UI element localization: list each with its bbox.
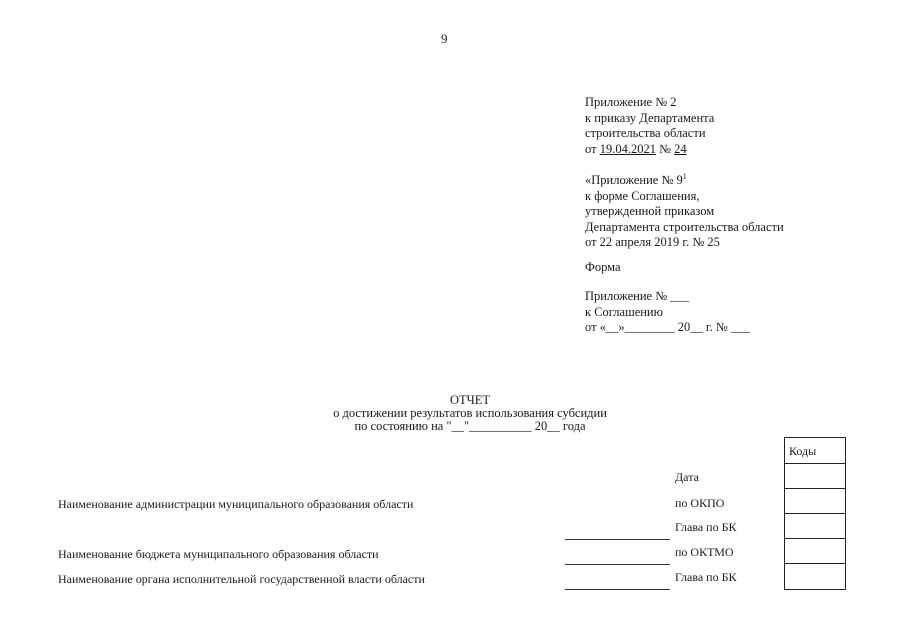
agreement-line3: от «__»________ 20__ г. № ___: [585, 320, 750, 334]
report-subtitle: о достижении результатов использования субсидии: [333, 406, 607, 420]
agreement-line2: к Соглашению: [585, 304, 663, 319]
agreement-block: [585, 289, 750, 336]
code-cell-date: [785, 464, 845, 489]
report-title: ОТЧЕТ: [449, 393, 491, 407]
code-cell-oktmo: [785, 539, 845, 564]
agreement-line1: Приложение № ___: [585, 289, 690, 303]
code-cell-glava-bk-2: [785, 564, 845, 589]
form-label: Форма: [585, 260, 621, 274]
report-date-line: по состоянию на "__"__________ 20__ года: [354, 419, 586, 433]
appendix-line4: [585, 142, 714, 158]
appendix-date-prefix: от: [585, 141, 600, 156]
appendix9-line3: утвержденной приказом: [585, 204, 715, 219]
admin-name-label: Наименование администрации муниципального образования области: [58, 497, 414, 511]
appendix-line1: Приложение № 2: [585, 95, 677, 109]
appendix-line3: строительства области: [585, 126, 706, 140]
appendix9-sup: 1: [682, 172, 687, 181]
appendix9-line5: от 22 апреля 2019 г. № 25: [585, 235, 720, 250]
appendix9-line2: к форме Соглашения,: [585, 188, 700, 203]
appendix9-block: [585, 169, 784, 251]
appendix9-title: «Приложение № 9: [585, 173, 683, 188]
appendix-block: [585, 95, 714, 157]
okpo-label: по ОКПО: [675, 496, 725, 510]
codes-header: Коды: [785, 438, 845, 464]
glava-bk-label-1: Глава по БК: [675, 520, 737, 534]
blank-line-3: [565, 589, 670, 590]
appendix9-line4: Департамента строительства области: [585, 219, 784, 234]
budget-name-label: Наименование бюджета муниципального образования области: [58, 547, 379, 561]
appendix-num-prefix: №: [655, 141, 675, 156]
appendix-number: 24: [674, 141, 687, 156]
blank-line-2: [565, 564, 670, 565]
organ-name-label: Наименование органа исполнительной государственной власти области: [58, 572, 425, 586]
oktmo-label: по ОКТМО: [675, 545, 734, 559]
code-cell-okpo: [785, 489, 845, 514]
appendix-date: 19.04.2021: [599, 141, 656, 156]
codes-table: [784, 437, 846, 590]
blank-line-1: [565, 539, 670, 540]
page-number: 9: [441, 31, 448, 46]
appendix-line2: к приказу Департамента: [585, 110, 715, 125]
date-label: Дата: [675, 470, 699, 484]
appendix9-line1: [585, 169, 784, 189]
glava-bk-label-2: Глава по БК: [675, 570, 737, 584]
code-cell-glava-bk-1: [785, 514, 845, 539]
